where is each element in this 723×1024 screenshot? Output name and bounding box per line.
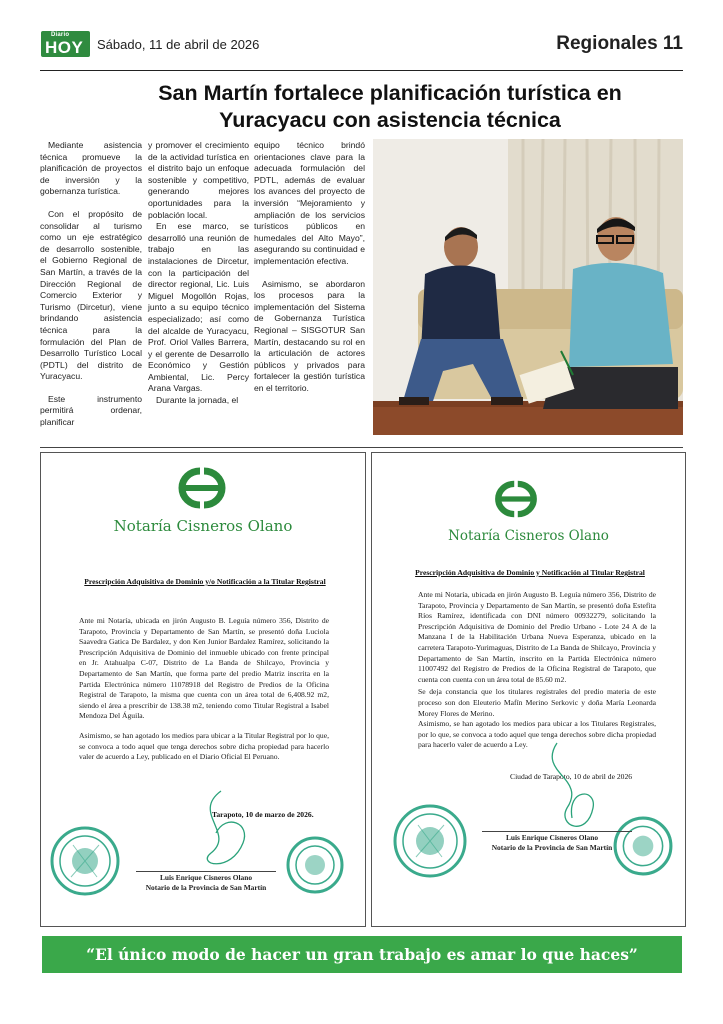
header-rule [40, 70, 683, 71]
notary-notice-1 [40, 452, 366, 927]
notice-title: Prescripción Adquisitiva de Dominio y Notificación al Titular Registral [415, 568, 645, 577]
meeting-photo [373, 139, 683, 435]
section-divider [40, 447, 683, 448]
signer-name: Luis Enrique Cisneros Olano [505, 833, 599, 842]
article-column-3 [254, 140, 365, 394]
diario-hoy-logo [41, 31, 90, 57]
signature-line [482, 831, 632, 832]
article-paragraph: equipo técnico brindó orientaciones clave para la adecuada formulación del PDTL, además de evaluar los avances del proyecto de inversión “Mejoramiento y ampliación de los servicios turísticos públicos en humedales del Alto Mayo”, asegurando su continuidad e implementación efectiva. [254, 140, 365, 266]
article-paragraph: Durante la jornada, el [156, 395, 239, 406]
article-paragraph: En ese marco, se desarrolló una reunión de trabajo en las instalaciones de Dircetur, con la participación del director regional, Lic. Luis Miguel Mogollón Rojas, junto a su equipo técnico especializado; así como del alcalde de Yuracyacu, Prof. Oriol Valles Barrera, y el gerente de Desarrollo Económico y Gestión Ambiental, Lic. Percy Arana Vargas. [148, 221, 249, 394]
signature-line [136, 871, 276, 872]
notaria-logo-icon [484, 477, 548, 521]
article-paragraph: y promover el crecimiento de la actividad turística en el distrito bajo un enfoque sostenible y competitivo, generando mejores oportunidades para la población local. [148, 140, 249, 220]
logo-small-text: Diario [51, 32, 70, 38]
notary-notice-2 [371, 452, 686, 927]
signer-title: Notario de la Provincia de San Martín [491, 843, 613, 852]
notice-paragraph: Se deja constancia que los titulares registrales del predio materia de este proceso son don Eleuterio Mafín Merino Serkovic y doña María Leonarda Morey Flores de Merino. [418, 687, 656, 718]
article-column-2 [148, 140, 249, 407]
notice-body [418, 590, 656, 751]
article-paragraph: Con el propósito de consolidar al turismo como un eje estratégico de desarrollo sostenible, el Gobierno Regional de San Martín, a través de la Dirección Regional de Comercio Exterior y Turismo (Dircetur), viene brindando asistencia técnica para la formulación del Plan de Desarrollo Turístico Local (PDTL) del distrito de Yuracyacu. [40, 208, 142, 382]
notaria-logo-icon [166, 465, 238, 511]
logo-big-text: HOY [45, 38, 84, 57]
article-column-1 [40, 140, 142, 429]
notice-title: Prescripción Adquisitiva de Dominio y/o Notificación a la Titular Registral [84, 577, 326, 586]
signature-mark [181, 783, 261, 878]
notice-body [79, 616, 329, 763]
notice-place-date: Tarapoto, 10 de marzo de 2026. [212, 810, 314, 819]
section-page-label: Regionales 11 [556, 33, 683, 54]
notaria-brand-name: Notaría Cisneros Olano [113, 517, 293, 535]
issue-date: Sábado, 11 de abril de 2026 [97, 37, 260, 52]
signer-name: Luis Enrique Cisneros Olano [159, 873, 253, 882]
notice-paragraph: Ante mi Notaría, ubicada en jirón Augusto B. Leguía número 356, Distrito de Tarapoto, Provincia y Departamento de San Martín, se presentó doña Estefita Ríos Ramírez, identificada con DNI número 00932279, solicitando la Prescripción Adquisitiva de Dominio del Predio Urbano - Lote 24 A de la Manzana I de la Habilitación Urbana Nueva Esperanza, ubicado en la carretera Tarapoto-Yurimaguas, Distrito de La Banda de Shilcayo, Provincia y Departamento de San Martín, inscrito en la Partida Electrónica número 11007492 del Registro de Predios de la Oficina Registral de Tarapoto, que cuenta con cuenta con un área total de 85.60 m2. [418, 590, 656, 684]
article-headline: San Martín fortalece planificación turística en Yuracyacu con asistencia técnica [158, 81, 622, 132]
article-paragraph: Asimismo, se abordaron los procesos para la implementación del Sistema de Gobernanza Turística Regional – SISGOTUR San Martín, destacando su rol en la articulación de actores públicos y privados para fortalecer la gestión turística en el territorio. [254, 278, 365, 393]
quote-banner [42, 936, 682, 973]
notice-paragraph: Asimismo, se han agotado los medios para ubicar a los Titulares Registrales, por lo que, se convoca a todo aquel que tenga derechos sobre dicha propiedad para hacerlo valer de acuerdo a Ley. [418, 719, 656, 750]
article-paragraph: Este instrumento permitirá ordenar, planificar [40, 393, 142, 428]
article-paragraph: Mediante asistencia técnica promueve la planificación de proyectos de inversión y la gobernanza turística. [40, 140, 142, 197]
notice-place-date: Ciudad de Tarapoto, 10 de abril de 2026 [510, 772, 633, 781]
notaria-brand-name: Notaría Cisneros Olano [448, 528, 609, 544]
signature-mark [527, 738, 607, 843]
notice-paragraph: Ante mi Notaría, ubicada en jirón Augusto B. Leguía número 356, Distrito de Tarapoto, Provincia y Departamento de San Martín, se presentó doña Luciola Saavedra Gatica De Bardalez, y don Ken Junior Bardalez Ramírez, solicitando la Prescripción Adquisitiva de Dominio del inmueble ubicado con frente principal en Jr. Atahualpa C-07, Distrito de La Banda de Shilcayo, Provincia y Departamento de San Martín, que forma parte del predio Matriz inscrita en la Partida Electrónica número 11078918 del Registro de Predios de la Oficina Registral de Tarapoto, la misma que cuenta con un área total de 6,408.92 m2, siendo el área a prescribir de 138.38 m2, teniendo como Titular Registral a Isabel Mendoza Del Águila. [79, 616, 329, 721]
meeting-photo-illustration [373, 139, 683, 435]
notice-paragraph: Asimismo, se han agotado los medios para ubicar a la Titular Registral por lo que, se convoca a todo aquel que tenga derechos sobre dicha propiedad para hacerlo valer de acuerdo a Ley, publicado en el Diario Oficial El Peruano. [79, 730, 329, 762]
signer-title: Notario de la Provincia de San Martín [145, 883, 267, 892]
quote-text: “El único modo de hacer un gran trabajo es amar lo que haces” [86, 945, 638, 964]
